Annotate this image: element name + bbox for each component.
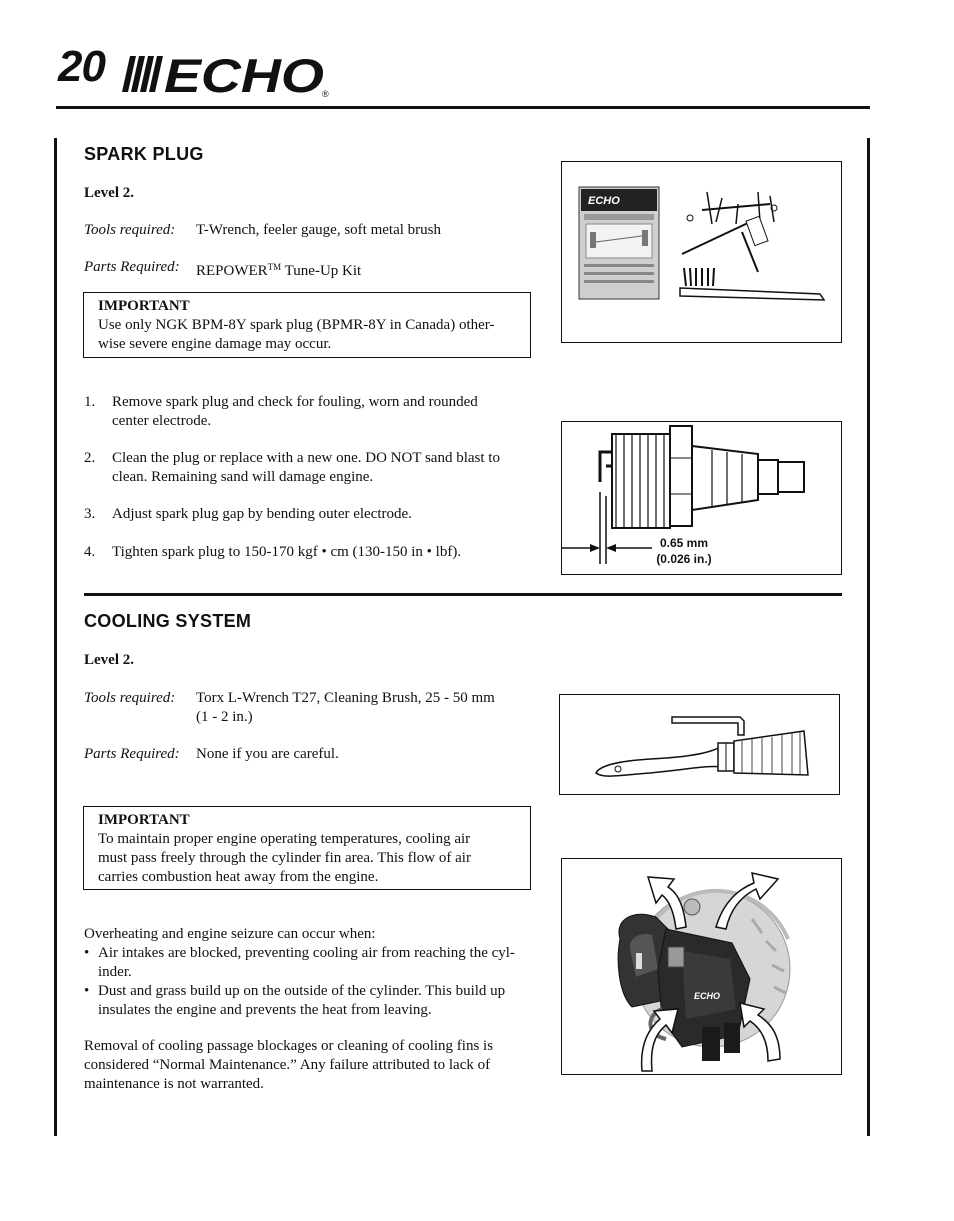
cooling-system-heading: COOLING SYSTEM xyxy=(84,611,252,631)
overheating-bullets xyxy=(84,944,536,1020)
cooling-level: Level 2. xyxy=(84,652,134,668)
list-item: 1. Remove spark plug and check for fouling, worn and rounded center electrode. xyxy=(84,394,478,429)
kit-brand-label: ECHO xyxy=(588,195,620,207)
tune-up-kit-figure xyxy=(561,161,842,343)
cooling-parts-label: Parts Required: xyxy=(84,746,180,762)
airflow-arrows xyxy=(562,859,841,1074)
spark-plug-gap-figure xyxy=(561,421,842,575)
list-item: 4. Tighten spark plug to 150-170 kgf • cm (130-150 in • lbf). xyxy=(84,544,462,560)
cooling-tools-label: Tools required: xyxy=(84,690,176,706)
right-margin-rule xyxy=(867,138,870,1136)
overheating-intro: Overheating and engine seizure can occur when: xyxy=(84,926,376,942)
spark-parts-value: REPOWER™ Tune-Up Kit xyxy=(196,262,362,279)
gap-mm-text: 0.65 mm xyxy=(659,536,709,550)
registered-mark: ® xyxy=(322,89,329,98)
spark-important-line: wise severe engine damage may occur. xyxy=(98,336,332,352)
gap-in-text: (0.026 in.) xyxy=(656,552,712,566)
gap-dimension-label xyxy=(648,535,720,567)
list-item: 2. Clean the plug or replace with a new one. DO NOT sand blast to clean. Remaining sand will damage engine. xyxy=(84,450,500,485)
tune-up-kit-illustration xyxy=(562,162,841,342)
cooling-important-line: must pass freely through the cylinder fin area. This flow of air xyxy=(98,850,471,866)
cooling-tools-figure xyxy=(559,694,840,795)
cooling-important-title: IMPORTANT xyxy=(98,812,190,828)
spark-tools-label: Tools required: xyxy=(84,222,176,238)
up-arrow-icon xyxy=(740,1003,780,1061)
cooling-parts-value: None if you are careful. xyxy=(196,746,339,762)
section-divider xyxy=(84,593,842,596)
cooling-important-box xyxy=(83,806,531,890)
spark-important-title: IMPORTANT xyxy=(98,298,190,314)
spark-plug-heading: SPARK PLUG xyxy=(84,144,204,164)
spark-level: Level 2. xyxy=(84,185,134,201)
cooling-important-line: carries combustion heat away from the engine. xyxy=(98,869,379,885)
list-item: 3. Adjust spark plug gap by bending outer electrode. xyxy=(84,506,412,522)
cooling-important-line: To maintain proper engine operating temperatures, cooling air xyxy=(98,831,471,847)
spark-important-box xyxy=(83,292,531,358)
spark-parts-label: Parts Required: xyxy=(84,259,180,275)
spark-important-line: Use only NGK BPM-8Y spark plug (BPMR-8Y in Canada) other- xyxy=(98,317,495,333)
echo-logo xyxy=(122,48,334,98)
up-arrow-icon xyxy=(648,877,686,929)
list-item: • Air intakes are blocked, preventing cooling air from reaching the cyl- inder. xyxy=(84,945,515,980)
left-margin-rule xyxy=(54,138,57,1136)
spark-steps-list xyxy=(84,393,534,562)
brand-wordmark: ECHO xyxy=(164,49,324,98)
up-arrow-icon xyxy=(716,873,778,929)
list-item: • Dust and grass build up on the outside of the cylinder. This build up insulates the engine and prevents the heat from leaving. xyxy=(84,983,506,1018)
spark-tools-value: T-Wrench, feeler gauge, soft metal brush xyxy=(196,222,441,238)
header-rule xyxy=(56,106,870,109)
maintenance-paragraph: Removal of cooling passage blockages or cleaning of cooling fins is considered “Normal Maintenance.” Any failure attributed to lack of maintenance is not warranted. xyxy=(84,1038,494,1092)
up-arrow-icon xyxy=(642,1009,678,1071)
wrench-and-brush-illustration xyxy=(560,695,839,794)
cooling-tools-value: Torx L-Wrench T27, Cleaning Brush, 25 - 50 mm (1 - 2 in.) xyxy=(196,690,495,725)
engine-brand-label: ECHO xyxy=(694,991,721,1001)
page-number: 20 xyxy=(58,42,105,91)
engine-airflow-figure xyxy=(561,858,842,1075)
